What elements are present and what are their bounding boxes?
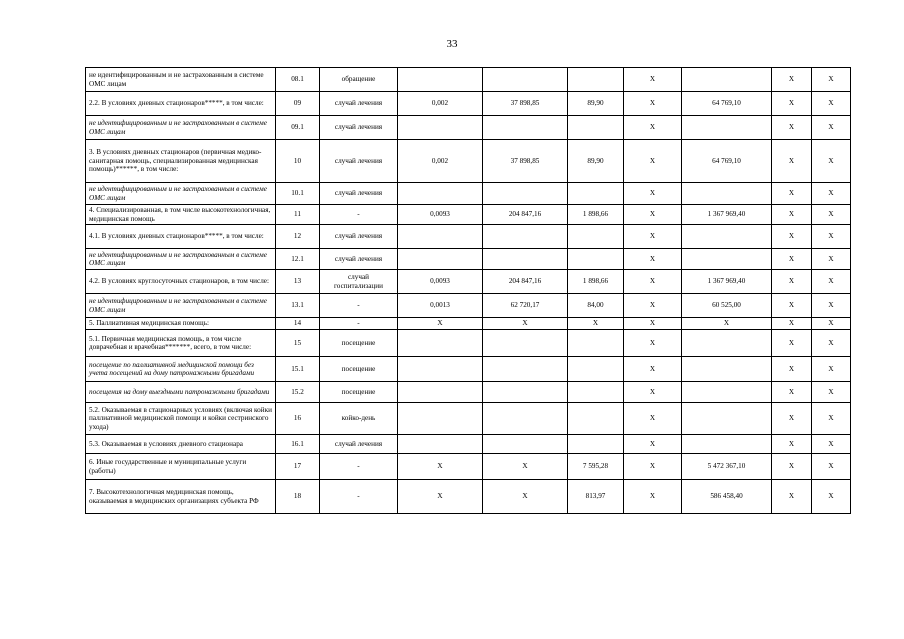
- cell-norm: X: [398, 318, 483, 330]
- row-unit: случай лечения: [320, 435, 398, 454]
- row-name: посещения на дому выездными патронажными бригадами: [86, 382, 276, 403]
- cell-total: 64 769,10: [682, 140, 772, 183]
- cell-cost: [483, 403, 568, 435]
- cell-x-a: X: [624, 225, 682, 249]
- cell-norm: 0,002: [398, 92, 483, 116]
- cell-per-capita: [568, 68, 624, 92]
- cell-x-c: X: [812, 140, 851, 183]
- cell-cost: 204 847,16: [483, 205, 568, 225]
- cell-x-a: X: [624, 454, 682, 480]
- row-unit: случай лечения: [320, 92, 398, 116]
- cell-cost: [483, 68, 568, 92]
- cell-x-a: X: [624, 68, 682, 92]
- cell-x-b: X: [772, 480, 812, 514]
- cell-cost: 204 847,16: [483, 270, 568, 294]
- cell-x-a: X: [624, 330, 682, 357]
- cell-x-a: X: [624, 140, 682, 183]
- cell-x-a: X: [624, 270, 682, 294]
- cell-norm: X: [398, 480, 483, 514]
- cell-total: [682, 357, 772, 382]
- cell-total: [682, 435, 772, 454]
- cell-x-b: X: [772, 382, 812, 403]
- cell-total: [682, 403, 772, 435]
- cell-x-c: X: [812, 68, 851, 92]
- cell-total: [682, 183, 772, 205]
- row-name: не идентифицированным и не застрахованным в системе ОМС лицам: [86, 183, 276, 205]
- cell-x-b: X: [772, 205, 812, 225]
- cell-norm: X: [398, 454, 483, 480]
- cell-x-b: X: [772, 294, 812, 318]
- row-code: 18: [276, 480, 320, 514]
- cell-norm: 0,0013: [398, 294, 483, 318]
- cell-cost: [483, 183, 568, 205]
- table-row: [86, 294, 851, 318]
- cell-norm: [398, 435, 483, 454]
- cell-x-b: X: [772, 318, 812, 330]
- table-row: [86, 480, 851, 514]
- cell-total: 5 472 367,10: [682, 454, 772, 480]
- cell-total: 586 458,40: [682, 480, 772, 514]
- row-unit: случай лечения: [320, 116, 398, 140]
- cell-x-b: X: [772, 403, 812, 435]
- row-code: 11: [276, 205, 320, 225]
- row-unit: -: [320, 294, 398, 318]
- cell-per-capita: 813,97: [568, 480, 624, 514]
- table-row: [86, 357, 851, 382]
- cell-total: [682, 225, 772, 249]
- cell-norm: [398, 382, 483, 403]
- cell-per-capita: 7 595,28: [568, 454, 624, 480]
- row-code: 12.1: [276, 249, 320, 270]
- row-code: 10.1: [276, 183, 320, 205]
- table-row: [86, 140, 851, 183]
- row-code: 16: [276, 403, 320, 435]
- row-code: 13.1: [276, 294, 320, 318]
- cell-cost: X: [483, 480, 568, 514]
- cell-x-b: X: [772, 183, 812, 205]
- cell-x-b: X: [772, 270, 812, 294]
- cell-x-a: X: [624, 357, 682, 382]
- table-row: [86, 225, 851, 249]
- cell-norm: [398, 116, 483, 140]
- row-name: 5.1. Первичная медицинская помощь, в том числе доврачебная и врачебная*******, всего, в том числе:: [86, 330, 276, 357]
- cell-x-c: X: [812, 330, 851, 357]
- cell-per-capita: [568, 330, 624, 357]
- cell-x-c: X: [812, 357, 851, 382]
- row-code: 10: [276, 140, 320, 183]
- cell-x-b: X: [772, 330, 812, 357]
- cell-x-b: X: [772, 249, 812, 270]
- cell-per-capita: [568, 382, 624, 403]
- cell-x-a: X: [624, 116, 682, 140]
- cell-norm: [398, 249, 483, 270]
- row-name: 4.2. В условиях круглосуточных стационаров, в том числе:: [86, 270, 276, 294]
- row-unit: -: [320, 318, 398, 330]
- row-name: 2.2. В условиях дневных стационаров*****, в том числе:: [86, 92, 276, 116]
- row-code: 09: [276, 92, 320, 116]
- cell-x-c: X: [812, 454, 851, 480]
- row-name: не идентифицированным и не застрахованным в системе ОМС лицам: [86, 249, 276, 270]
- cell-x-a: X: [624, 480, 682, 514]
- cell-per-capita: 89,90: [568, 92, 624, 116]
- row-code: 12: [276, 225, 320, 249]
- cell-total: 60 525,00: [682, 294, 772, 318]
- table-row: [86, 454, 851, 480]
- cell-x-c: X: [812, 92, 851, 116]
- row-code: 16.1: [276, 435, 320, 454]
- cell-x-c: X: [812, 116, 851, 140]
- cell-x-b: X: [772, 225, 812, 249]
- row-unit: посещение: [320, 357, 398, 382]
- row-unit: посещение: [320, 382, 398, 403]
- cell-x-b: X: [772, 435, 812, 454]
- cell-x-a: X: [624, 403, 682, 435]
- cell-cost: [483, 225, 568, 249]
- cell-x-c: X: [812, 294, 851, 318]
- cell-x-b: X: [772, 68, 812, 92]
- row-name: 4.1. В условиях дневных стационаров*****, в том числе:: [86, 225, 276, 249]
- table-row: [86, 183, 851, 205]
- cell-x-a: X: [624, 205, 682, 225]
- cell-per-capita: [568, 225, 624, 249]
- row-code: 15.1: [276, 357, 320, 382]
- cell-x-c: X: [812, 183, 851, 205]
- row-unit: случай лечения: [320, 140, 398, 183]
- cell-per-capita: [568, 249, 624, 270]
- cell-total: [682, 68, 772, 92]
- cell-norm: 0,002: [398, 140, 483, 183]
- cell-per-capita: [568, 403, 624, 435]
- table-row: [86, 330, 851, 357]
- cell-total: [682, 249, 772, 270]
- row-unit: случай лечения: [320, 225, 398, 249]
- cell-cost: [483, 116, 568, 140]
- cell-norm: [398, 357, 483, 382]
- cell-per-capita: 89,90: [568, 140, 624, 183]
- cell-cost: 62 720,17: [483, 294, 568, 318]
- cell-total: [682, 382, 772, 403]
- row-name: 6. Иные государственные и муниципальные услуги (работы): [86, 454, 276, 480]
- cell-norm: [398, 330, 483, 357]
- cell-x-b: X: [772, 116, 812, 140]
- row-name: посещение по паллиативной медицинской помощи без учета посещений на дому патронажными бригадами: [86, 357, 276, 382]
- cell-total: [682, 330, 772, 357]
- cell-x-c: X: [812, 382, 851, 403]
- cell-per-capita: [568, 116, 624, 140]
- cell-norm: 0,0093: [398, 270, 483, 294]
- table-row: [86, 382, 851, 403]
- cell-total: X: [682, 318, 772, 330]
- cell-x-b: X: [772, 454, 812, 480]
- row-name: 5.2. Оказываемая в стационарных условиях (включая койки паллиативной медицинской помощи и койки сестринского ухода): [86, 403, 276, 435]
- cell-x-b: X: [772, 92, 812, 116]
- cell-cost: X: [483, 454, 568, 480]
- cell-x-a: X: [624, 435, 682, 454]
- cell-norm: [398, 183, 483, 205]
- cell-x-c: X: [812, 480, 851, 514]
- row-unit: койко-день: [320, 403, 398, 435]
- cell-norm: [398, 403, 483, 435]
- cell-cost: [483, 357, 568, 382]
- row-name: 3. В условиях дневных стационаров (первичная медико-санитарная помощь, специализированная медицинская помощь)******, в том числе:: [86, 140, 276, 183]
- cell-cost: [483, 382, 568, 403]
- cell-cost: 37 898,85: [483, 140, 568, 183]
- row-name: 4. Специализированная, в том числе высокотехнологичная, медицинская помощь: [86, 205, 276, 225]
- cell-per-capita: [568, 357, 624, 382]
- cell-x-a: X: [624, 92, 682, 116]
- table-row: [86, 318, 851, 330]
- cell-x-a: X: [624, 382, 682, 403]
- cell-x-a: X: [624, 318, 682, 330]
- row-unit: обращение: [320, 68, 398, 92]
- table-row: [86, 116, 851, 140]
- row-code: 09.1: [276, 116, 320, 140]
- cell-cost: X: [483, 318, 568, 330]
- row-unit: -: [320, 205, 398, 225]
- row-code: 13: [276, 270, 320, 294]
- cell-per-capita: [568, 435, 624, 454]
- row-unit: случай госпитализации: [320, 270, 398, 294]
- row-name: 5.3. Оказываемая в условиях дневного стационара: [86, 435, 276, 454]
- cell-x-c: X: [812, 435, 851, 454]
- page-number: 33: [446, 38, 458, 50]
- cell-norm: [398, 68, 483, 92]
- table-row: [86, 403, 851, 435]
- cell-total: 64 769,10: [682, 92, 772, 116]
- row-unit: -: [320, 480, 398, 514]
- cell-per-capita: [568, 183, 624, 205]
- cell-x-a: X: [624, 249, 682, 270]
- row-unit: случай лечения: [320, 249, 398, 270]
- cell-norm: 0,0093: [398, 205, 483, 225]
- row-name: не идентифицированным и не застрахованным в системе ОМС лицам: [86, 294, 276, 318]
- cell-x-a: X: [624, 294, 682, 318]
- cell-per-capita: 1 898,66: [568, 270, 624, 294]
- row-unit: случай лечения: [320, 183, 398, 205]
- table-row: [86, 435, 851, 454]
- cell-x-c: X: [812, 403, 851, 435]
- row-name: 7. Высокотехнологичная медицинская помощь, оказываемая в медицинских организациях субъекта РФ: [86, 480, 276, 514]
- cell-x-c: X: [812, 249, 851, 270]
- cell-per-capita: 1 898,66: [568, 205, 624, 225]
- cell-per-capita: 84,00: [568, 294, 624, 318]
- row-unit: -: [320, 454, 398, 480]
- cell-x-c: X: [812, 225, 851, 249]
- row-code: 15.2: [276, 382, 320, 403]
- data-table: [85, 67, 851, 514]
- cell-x-a: X: [624, 183, 682, 205]
- cell-cost: [483, 249, 568, 270]
- row-code: 14: [276, 318, 320, 330]
- row-name: 5. Паллиативная медицинская помощь:: [86, 318, 276, 330]
- cell-cost: [483, 435, 568, 454]
- cell-total: 1 367 969,40: [682, 205, 772, 225]
- row-name: не идентифицированным и не застрахованным в системе ОМС лицам: [86, 68, 276, 92]
- table-row: [86, 68, 851, 92]
- row-code: 15: [276, 330, 320, 357]
- cell-per-capita: X: [568, 318, 624, 330]
- cell-x-c: X: [812, 318, 851, 330]
- table-row: [86, 92, 851, 116]
- cell-norm: [398, 225, 483, 249]
- row-unit: посещение: [320, 330, 398, 357]
- cell-cost: 37 898,85: [483, 92, 568, 116]
- table-row: [86, 205, 851, 225]
- table-row: [86, 249, 851, 270]
- table-row: [86, 270, 851, 294]
- row-name: не идентифицированным и не застрахованным в системе ОМС лицам: [86, 116, 276, 140]
- cell-x-b: X: [772, 140, 812, 183]
- row-code: 17: [276, 454, 320, 480]
- cell-total: [682, 116, 772, 140]
- cell-total: 1 367 969,40: [682, 270, 772, 294]
- cell-x-c: X: [812, 270, 851, 294]
- row-code: 08.1: [276, 68, 320, 92]
- cell-cost: [483, 330, 568, 357]
- cell-x-c: X: [812, 205, 851, 225]
- cell-x-b: X: [772, 357, 812, 382]
